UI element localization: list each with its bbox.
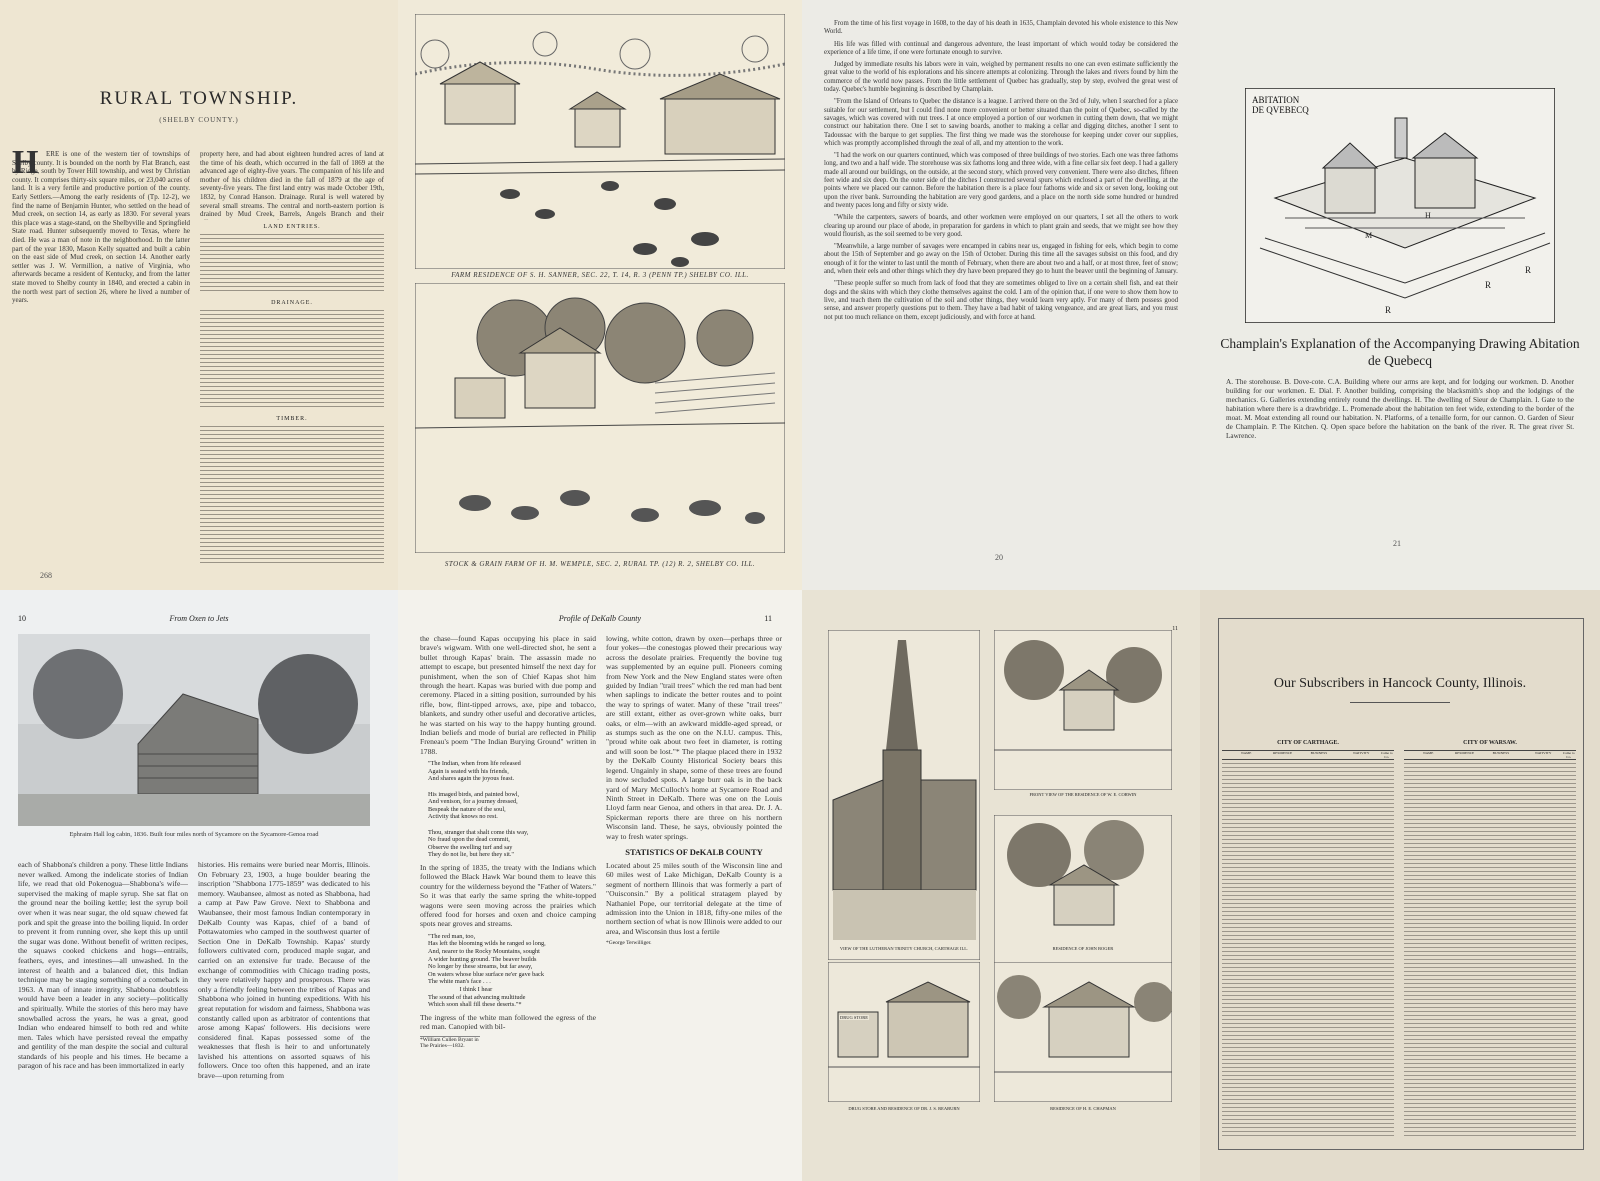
- drawing-explanation: A. The storehouse. B. Dove-cote. C.A. Building where our arms are kept, and for lodging our workmen. D. Another building for our workmen. E. Dial. F. Another building, comprising the blacksmith's shop and the lodgings of the mechanics. G. Galleries extending entirely round the dwellings. H. The dwelling of Sieur de Champlain. I. Gate to the habitation where there is a drawbridge. L. Promenade about the habitation ten feet wide, extending to the border of the moat. M. Moat extending all round our habitation. N. Platforms, of a tenaille form, for our cannon. O. Garden of Sieur de Champlain. P. The Kitchen. Q. Open space before the habitation on the bank of the river. R. The great river St. Lawrence.: [1226, 378, 1574, 440]
- column-header: RESIDENCE: [1272, 751, 1293, 755]
- column-header: NATIVITY: [1353, 751, 1370, 755]
- svg-text:M: M: [1365, 231, 1373, 240]
- table-rows: [1222, 763, 1394, 1138]
- engraving-caption: FRONT VIEW OF THE RESIDENCE OF W. E. CORWIN: [1029, 792, 1137, 797]
- page-number: 21: [1393, 539, 1401, 548]
- table-header: [1222, 751, 1394, 760]
- paragraph: "I had the work on our quarters continued, which was composed of three buildings of two stories. Each one was three fathoms long, and two and a half wide. The storehouse was six fathoms long and three wide, with a fine cellar six feet deep. I had a gallery made all around our buildings, on the outside, at the second story, which proved very convenient. There were also ditches, fifteen feet wide and six deep. On the outer side of the ditches I constructed several spurs which enclosed a part of the dwelling, at the points where we placed our cannon. Before the habitation there is a place four fathoms wide and six or seven long, looking out upon the river bank. Surrounding the habitation are very good gardens, and a place on the north side some hundred or hundred and twenty paces long and fifty or sixty wide.: [824, 152, 1178, 209]
- text-block: [200, 426, 384, 565]
- page-subtitle: (SHELBY COUNTY.): [159, 116, 239, 124]
- drug-store-engraving: [828, 962, 980, 1102]
- page-oxen-to-jets: [0, 590, 398, 1181]
- svg-text:R: R: [1385, 305, 1392, 315]
- stock-farm-illustration: [415, 283, 785, 553]
- page-number: 268: [40, 571, 52, 580]
- residence-engraving-corwin: [994, 630, 1172, 790]
- column-header: NAME: [1423, 751, 1434, 755]
- page-subscribers: [1200, 590, 1600, 1181]
- poem-block: "The Indian, when from life released Again is seated with his friends, And shares again the joyous feast. His imaged birds, and painted bowl, And venison, for a journey dressed, Bespeak the nature of the soul, Activity that knows no rest. Thou, stranger that shalt come this way, No fraud upon the dead commit, Observe the swelling turf and say They do not lie, but here they sit.": [428, 760, 529, 859]
- section-heading-land: LAND ENTRIES.: [263, 224, 321, 230]
- champlain-article: [824, 20, 1178, 550]
- table-rows: [1404, 763, 1576, 1138]
- photo-caption: Ephraim Hall log cabin, 1836. Built four miles north of Sycamore on the Sycamore-Genoa road: [69, 831, 319, 838]
- table-header: [1404, 751, 1576, 760]
- running-header: Profile of DeKalb County: [558, 614, 642, 623]
- column-left: [420, 634, 596, 1164]
- column-text: Located about 25 miles south of the Wisconsin line and 60 miles west of Lake Michigan, DeKalb County is a segment of northern Illinois that was formerly a part of "Ouisconsin." By a political stratagem played by Nathaniel Pope, our territorial delegate at the time of admission into the Union in 1818, fifty-one miles of the northern section of what is now Illinois were added to our area, and Wisconsin thus lost a fertile: [606, 860, 782, 936]
- paragraph: Judged by immediate results his labors were in vain, weighed by permanent results no one can even estimate sufficiently the great value to the world of his explorations and his sincere attempts at colonizing. Through the lakes and rivers found by him the commerce of the world now passes. From the little settlement of Quebec has gradually, step by step, evolved the great west of today. Quebec's humble beginning is described by Champlain.: [824, 61, 1178, 94]
- drawing-label: ABITATION DE QVEBECQ: [1252, 95, 1312, 115]
- column-left: each of Shabbona's children a pony. These little Indians never walked. Among the indelicate stories of Indian life, we read that old Pokenogua—Shabbona's wife—supervised the making of maple syrup. She sat flat on the ground near the boiling kettle; lest the syrup boil over when it was near sugar, the old squaw chewed fat pork and spit the grease into the boiling liquid. In order to prevent it from running over, she kept this up until the sugar was done. Without benefit of written recipes, the squaws cooked chickens and hogs—entrails, feathers, eyes, and intestines—all unwashed. In the interest of health and a balanced diet, this Indian technique may be staging something of a comeback in 1963. A man of innate integrity, Shabbona doubtless would have been a leader in any society—politically and spiritually. While the stories of this hero may have snowballed across the years, he was a great, good Indian who endeared himself to both red and white men. Tales which have persisted reveal the empathy and gentility of the man despite the social and cultural standards of his people and his times. He became a paragon of his race and has been immortalized in early: [18, 860, 188, 1071]
- page-rural-township: [0, 0, 398, 590]
- poem-block: "The red man, too, Has left the blooming wilds he ranged so long, And, nearer to the Rocky Mountains, sought A wider hunting ground. The beaver builds No longer by these streams, but far away, On waters whose blue surface ne'er gave back The white man's face . . . I think I hear The sound of that advancing multitude Which soon shall fill these deserts."*: [428, 932, 546, 1009]
- column-right: [606, 634, 782, 1164]
- paragraph: From the time of his first voyage in 1608, to the day of his death in 1635, Champlain devoted his whole existence to this New World.: [824, 20, 1178, 36]
- farm-residence-illustration: [415, 14, 785, 269]
- column-header: RESIDENCE: [1454, 751, 1475, 755]
- column-header: Came to Co.: [1562, 751, 1575, 759]
- column-text: In the spring of 1835, the treaty with the Indians which followed the Black Hawk War bound them to leave this country for the wilderness beyond the "Father of Waters." So it was that early the same spring the white-topped wagons were seen moving across the prairies which offered food for horses and oxen and choice camping spots near groves and streams.: [420, 863, 596, 929]
- page-title: RURAL TOWNSHIP.: [99, 88, 299, 109]
- engraving-caption: RESIDENCE OF JOHN BOGER: [1052, 946, 1114, 951]
- paragraph: "Meanwhile, a large number of savages were encamped in cabins near us, engaged in fishing for eels, which begin to come about the 15th of September and go away on the 15th of October. During this time all the savages subsist on this food, and dry enough of it for the winter to last until the month of February, when there are about two and a half, or at most three, feet of snow; and, when their eels and other things which they dry have been prepared they go to hunt the beaver until the beginning of January.: [824, 243, 1178, 276]
- church-engraving: [828, 630, 980, 960]
- log-cabin-photo: [18, 634, 370, 826]
- svg-text:H: H: [1425, 211, 1431, 220]
- page-farm-engravings: [398, 0, 802, 590]
- city-heading-right: CITY OF WARSAW.: [1463, 740, 1517, 746]
- subscriber-table-right: [1404, 750, 1576, 1141]
- column-left: ERE is one of the western tier of townships of Shelby county. It is bounded on the north by Flat Branch, east by Ridge, south by Tower Hill township, and west by Christian county. It comprises thirty-six square miles, or 23,040 acres of land. It is a very fertile and productive portion of the county. Early Settlers.—Among the early residents of (Tp. 12-2), we find the name of Benjamin Hunter, who settled on the head of Mud creek, on section 14, as early as 1830. For several years this place was a stage-stand, on the Shelbyville and Springfield State road. Hunter subsequently moved to Texas, where he died. He was a man of note in the neighborhood. In the latter part of the year 1830, Mason Kelly squatted and built a cabin on the east side of Mud creek, on section 14. Another early settler was J. W. Vermillion, a native of Virginia, who afterwards became a resident of Kentucky, and from the latter state moved to Shelby county in 1840, and erected a cabin in the north west part of section 26, where he lived a number of years.: [12, 150, 190, 305]
- city-heading-left: CITY OF CARTHAGE.: [1277, 740, 1339, 746]
- column-text: the chase—found Kapas occupying his place in said brave's wigwam. With one well-directed shot, he sent a bullet through Kapas' brain. The assassin made no attempt to escape, but presented himself the next day for punishment, when the son of Chief Kapas shot him through the heart. Kapas was buried with due pomp and ceremony. Placed in a sitting position, surrounded by his rifle, bow, flint-tipped arrows, axe, pipe and tobacco, blankets, and sundry other useful and decorative articles, he was started on his way to the happy hunting ground. Indian beliefs and mode of burial are reflected in Philip Freneau's poem "The Indian Burying Ground" written in 1788.: [420, 634, 596, 756]
- page-title: Our Subscribers in Hancock County, Illinois.: [1273, 676, 1527, 691]
- section-heading: Champlain's Explanation of the Accompanying Drawing Abitation de Quebecq: [1220, 336, 1580, 368]
- illustration-caption-top: FARM RESIDENCE OF S. H. SANNER, SEC. 22, T. 14, R. 3 (PENN TP.) SHELBY CO. ILL.: [451, 271, 749, 279]
- page-number: 10: [18, 614, 26, 623]
- paragraph: His life was filled with continual and dangerous adventure, the least important of which would today be considered the experience of a life time, if one were fortunate enough to survive.: [824, 40, 1178, 56]
- paragraph: "These people suffer so much from lack of food that they are sometimes obliged to live on a certain shell fish, and eat their dogs and the skins with which they clothe themselves against the cold. I am of the opinion that, if one were to show them how to live, and teach them the cultivation of the soil and other things, they would learn very aptly. For many of them possess good sense, and answer properly questions put to them. They have a bad habit of taking vengeance, and are great liars, and you must not put too much reliance on them, except judiciously, and with force at hand.: [824, 280, 1178, 321]
- running-header: From Oxen to Jets: [169, 614, 229, 623]
- engraving-caption: DRUG STORE AND RESIDENCE OF DR. J. S. REABURN: [848, 1106, 960, 1111]
- page-number: 11: [764, 614, 772, 623]
- paragraph: "From the Island of Orleans to Quebec the distance is a league. I arrived there on the 3rd of July, when I searched for a place suitable for our settlement, but I could find none more convenient or better situated than the point of Quebec, so-called by the savages, which was covered with nut trees. I at once employed a portion of our workmen in cutting them down, that we might construct our habitation there. One I set to sawing boards, another to making a cellar and digging ditches, another I sent to Tadoussac with the barque to get supplies. The first thing we made was the storehouse for keeping under cover our supplies, which was promptly accomplished through the zeal of all, and my attention to the work.: [824, 98, 1178, 147]
- residence-engraving-chapman: [994, 962, 1172, 1102]
- column-text: The ingress of the white man followed the egress of the red man. Canopied with bil-: [420, 1012, 596, 1032]
- text-block: [200, 310, 384, 410]
- engraving-caption: RESIDENCE OF H. E. CHAPMAN: [1050, 1106, 1116, 1111]
- paragraph: "While the carpenters, sawers of boards, and other workmen were employed on our quarters, I set all the others to work clearing up around our place of abode, in preparation for gardens in which to plant grain and seeds, that we might see how they would flourish, as the soil seemed to be very good.: [824, 214, 1178, 238]
- svg-text:R: R: [1525, 265, 1532, 275]
- column-header: NAME: [1241, 751, 1252, 755]
- footnote: *William Cullen Bryant in The Prairies—1832.: [420, 1036, 479, 1049]
- column-right: [200, 150, 384, 565]
- stats-heading: STATISTICS OF DeKALB COUNTY: [625, 846, 763, 857]
- subscriber-table-left: [1222, 750, 1394, 1141]
- column-right-text: property here, and had about eighteen hundred acres of land at the time of his death, which occurred in the fall of 1869 at the advanced age of eighty-five years. The companion of his life and mother of his children died in the fall of 1879 at the age of seventy-five years. The first land entry was made October 19th, 1832, by Conrad Hanson. Drainage. Rural is well watered by several small streams. The central and north-eastern portion is drained by Mud Creek, Barrels, Angels Branch and their: [200, 150, 384, 219]
- illustration-caption-bottom: STOCK & GRAIN FARM OF H. M. WEMPLE, SEC. 2, RURAL TP. (12) R. 2, SHELBY CO. ILL.: [444, 560, 756, 568]
- section-heading-drainage: DRAINAGE.: [271, 300, 313, 306]
- column-text: lowing, white cotton, drawn by oxen—perhaps three or four yokes—the conestogas plowed their precarious way across the desolate prairies. Frequently the bovine tug was supplemented by an equine pull. Pioneers coming from New York and the New England states were often guided by Indian "trail trees" which the red man had bent when saplings to indicate the better routes and to point the way to springs of water. Many of these "trail trees" are still extant, either as over-grown white oaks, burr oaks, or elm—with an awkward middle-aged spread, or as stumps such as the one on the N.I.U. campus. This, "proud white oak about two feet in diameter, is rotting and will soon be lost."* The plaque placed there in 1932 by the DeKalb County Historical Society bears this legend. Ungainly in shape, some of these trees are found in now secluded spots. A large burr oak is in the back yard of Mary McCulloch's home at Sycamore Road and Ninth Street in DeKalb. There was one on the Louis Lloyd farm near Genoa, and others in that area. Dr. J. A. Spickerman reports there are three on his northern Wisconsin land. These, he says, obviously pointed the way to fresh water springs.: [606, 634, 782, 841]
- column-header: NATIVITY: [1535, 751, 1552, 755]
- page-profile-dekalb: [398, 590, 802, 1181]
- title-rule: [1350, 702, 1450, 703]
- column-header: BUSINESS: [1492, 751, 1510, 755]
- section-heading-timber: TIMBER.: [276, 416, 308, 422]
- column-header: Came to Co.: [1380, 751, 1393, 759]
- engraving-caption: VIEW OF THE LUTHERAN TRINITY CHURCH, CARTHAGE ILL.: [839, 946, 969, 951]
- store-sign: DRUG STORE: [840, 1015, 869, 1020]
- drop-cap: H: [12, 144, 39, 181]
- column-right: histories. His remains were buried near Morris, Illinois. On February 23, 1903, a huge boulder bearing the inscription "Shabbona 1775-1859" was dedicated to his memory. Waubansee, almost as noted as Shabbona, had a camp at Paw Paw Grove. Next to Shabbona and Waubansee, their most famous Indian contemporary in DeKalb County was Kapas, chief of a band of Pottawatomies who camped in the southwest quarter of Section One in DeKalb Township. Kapas' sturdy followers cultivated corn, produced maple sugar, and carried on an extensive fur trade. Because of the exchange of commodities with Chicago trading posts, they were relatively happy and prosperous. There was only a friendly feeling between the tribes of Kapas and Shabbona who joined in hunting expeditions. With his great reputation for wisdom and fairness, Shabbona was constantly called upon as arbitrator of contentions that arose among Kapas' followers. His decisions were considered final. Kapas possessed some of the weaknesses that flesh is heir to and unfortunately lavished his attentions on assorted squaws of his followers. Once too often this happened, and an irate brave—upon returning from: [198, 860, 370, 1081]
- page-champlain-text: [802, 0, 1200, 590]
- residence-engraving-boger: [994, 815, 1172, 965]
- page-hancock-engravings: [802, 590, 1200, 1181]
- text-block: [200, 234, 384, 294]
- page-number: 20: [995, 553, 1003, 562]
- column-header: BUSINESS: [1310, 751, 1328, 755]
- svg-text:R: R: [1485, 280, 1492, 290]
- page-number: 11: [1172, 626, 1178, 632]
- abitation-drawing: [1245, 88, 1555, 323]
- footnote: *George Terwilliger.: [606, 940, 652, 947]
- page-abitation-quebecq: [1200, 0, 1600, 590]
